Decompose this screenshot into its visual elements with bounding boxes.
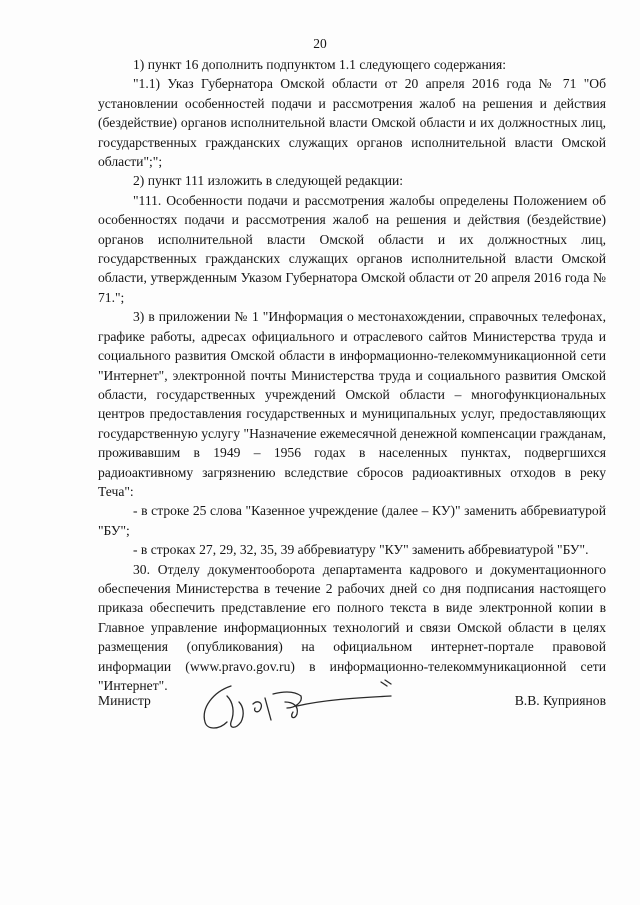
page-number: 20 [313, 36, 327, 51]
paragraph-row-25: - в строке 25 слова "Казенное учреждение (далее – КУ)" заменить аббревиатурой "БУ"; [98, 503, 606, 538]
paragraph-rows-list: - в строках 27, 29, 32, 35, 39 аббревиатуру "КУ" заменить аббревиатурой "БУ". [133, 542, 589, 558]
paragraph-amendment-2: 2) пункт 111 изложить в следующей редакции: [133, 173, 404, 189]
paragraph-amendment-1: 1) пункт 16 дополнить подпунктом 1.1 следующего содержания: [133, 57, 507, 72]
paragraph-item-30: 30. Отделу документооборота департамента кадрового и документационного обеспечения Министерства в течение 2 рабочих дней со дня подписания настоящего приказа обеспечить представление его полного текста в виде электронной копии в Главное управление информационных технологий и связи Омской области в целях размещения (опубликования) на официальном интернет-портале правовой информации (www.pravo.gov.ru) в информационно-телекоммуникационной сети "Интернет". [98, 561, 606, 693]
signatory-name: В.В. Куприянов [514, 693, 606, 708]
signatory-title: Министр [98, 693, 151, 708]
document-body [98, 55, 606, 695]
paragraph-amendment-3: 3) в приложении № 1 "Информация о местонахождении, справочных телефонах, графике работы, адресах официального и отраслевого сайтов Министерства труда и социального развития Омской области в информационно-телекоммуникационной сети "Интернет", электронной почты Министерства труда и социального развития Омской области, государственных учреждений Омской области – многофункциональных центров предоставления государственных и муниципальных услуг, предоставляющих государственную услугу "Назначение ежемесячной денежной компенсации гражданам, проживавшим в 1949 – 1956 годах в населенных пунктах, подвергшихся радиоактивному загрязнению вследствие сбросов радиоактивных отходов в реку Теча": [98, 309, 606, 499]
paragraph-item-111: "111. Особенности подачи и рассмотрения жалобы определены Положением об особенностях подачи и рассмотрения жалоб на решения и действия (бездействие) органов исполнительной власти Омской области и их должностных лиц, государственных гражданских служащих органов исполнительной власти Омской области, утвержденным Указом Губернатора Омской области от 20 апреля 2016 года № 71."; [98, 192, 606, 305]
paragraph-decree-citation: "1.1) Указ Губернатора Омской области от 20 апреля 2016 года № 71 "Об установлении особенностей подачи и рассмотрения жалоб на решения и действия (бездействие) органов исполнительной власти Омской области и их должностных лиц, государственных гражданских служащих органов исполнительной власти Омской области";"; [98, 76, 606, 170]
handwritten-signature [193, 678, 403, 738]
signature-block [98, 690, 606, 730]
